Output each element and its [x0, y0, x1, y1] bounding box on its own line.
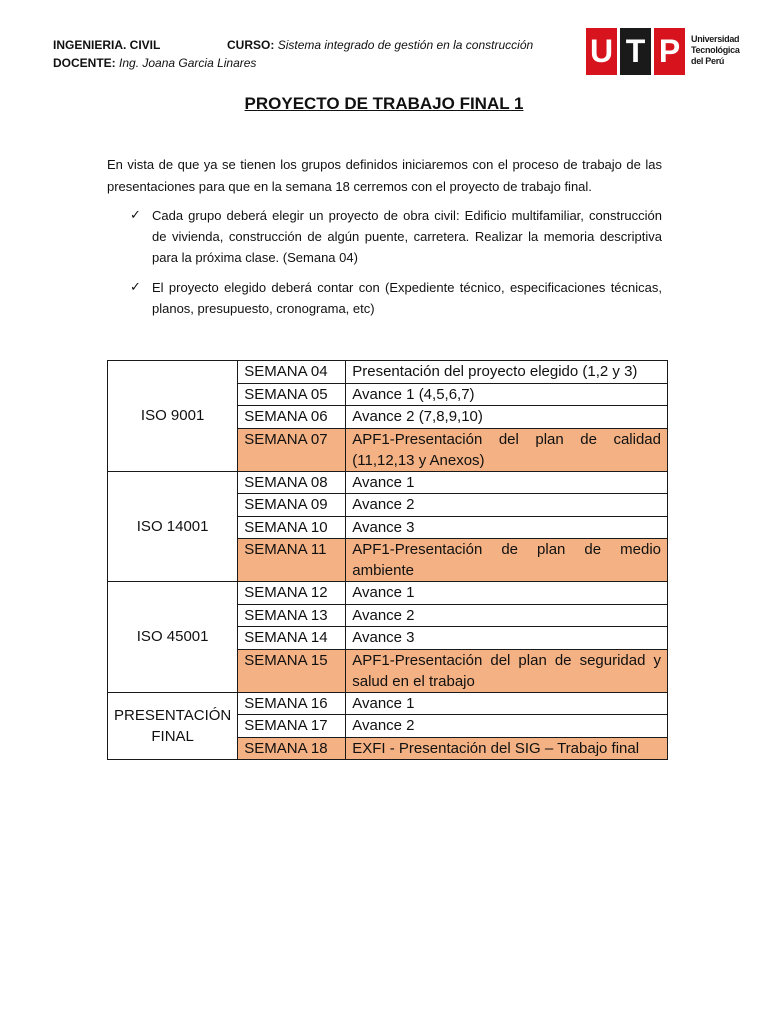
week-cell: SEMANA 04: [238, 361, 346, 384]
description-cell: APF1-Presentación de plan de medio ambiente: [346, 539, 668, 582]
course-value: Sistema integrado de gestión en la construcción: [277, 38, 534, 52]
header-teacher: [53, 56, 256, 71]
logo-letter-t: T: [620, 28, 651, 75]
table-row: [108, 692, 668, 715]
check-icon: ✓: [130, 208, 141, 223]
week-cell: SEMANA 15: [238, 649, 346, 692]
description-cell: EXFI - Presentación del SIG – Trabajo final: [346, 737, 668, 760]
week-cell: SEMANA 16: [238, 692, 346, 715]
check-icon: ✓: [130, 280, 141, 295]
description-cell: Avance 1: [346, 692, 668, 715]
description-cell: APF1-Presentación del plan de seguridad y salud en el trabajo: [346, 649, 668, 692]
table-row: [108, 471, 668, 494]
week-cell: SEMANA 13: [238, 604, 346, 627]
description-cell: Avance 1 (4,5,6,7): [346, 383, 668, 406]
description-cell: Avance 2 (7,8,9,10): [346, 406, 668, 429]
logo-letter-p: P: [654, 28, 685, 75]
intro-paragraph: En vista de que ya se tienen los grupos definidos iniciaremos con el proceso de trabajo de las presentaciones para que en la semana 18 cerremos con el proyecto de trabajo final.: [107, 157, 662, 194]
description-cell: Presentación del proyecto elegido (1,2 y 3): [346, 361, 668, 384]
week-cell: SEMANA 18: [238, 737, 346, 760]
description-cell: Avance 3: [346, 516, 668, 539]
group-label-iso-45001: ISO 45001: [108, 582, 238, 693]
bullet-text: Cada grupo deberá elegir un proyecto de obra civil: Edificio multifamiliar, construcción de vivienda, construcción de algún puente, carretera. Realizar la memoria descriptiva para la próxima clase. (Semana 04): [152, 208, 662, 265]
week-cell: SEMANA 14: [238, 627, 346, 650]
bullet-item: [130, 205, 662, 268]
week-cell: SEMANA 10: [238, 516, 346, 539]
description-cell: Avance 3: [346, 627, 668, 650]
logo-university-name: Universidad Tecnológica del Perú: [691, 34, 740, 66]
program-name: INGENIERIA. CIVIL: [53, 38, 161, 52]
description-cell: Avance 2: [346, 604, 668, 627]
week-cell: SEMANA 11: [238, 539, 346, 582]
week-cell: SEMANA 05: [238, 383, 346, 406]
header-course: [227, 38, 533, 53]
group-label-iso-14001: ISO 14001: [108, 471, 238, 582]
bullet-item: [130, 277, 662, 319]
utp-logo: [586, 28, 738, 76]
description-cell: Avance 2: [346, 715, 668, 738]
week-cell: SEMANA 07: [238, 428, 346, 471]
week-cell: SEMANA 09: [238, 494, 346, 517]
week-cell: SEMANA 06: [238, 406, 346, 429]
table-row: [108, 582, 668, 605]
document-title: [0, 94, 768, 114]
teacher-value: Ing. Joana Garcia Linares: [119, 56, 257, 70]
bullet-list: [130, 205, 662, 328]
logo-letter-u: U: [586, 28, 617, 75]
table-row: [108, 361, 668, 384]
header-program: [53, 38, 160, 53]
week-cell: SEMANA 08: [238, 471, 346, 494]
description-cell: Avance 2: [346, 494, 668, 517]
description-cell: Avance 1: [346, 471, 668, 494]
description-cell: Avance 1: [346, 582, 668, 605]
title-text: PROYECTO DE TRABAJO FINAL 1: [244, 94, 524, 113]
week-cell: SEMANA 17: [238, 715, 346, 738]
schedule-table: [107, 360, 668, 760]
bullet-text: El proyecto elegido deberá contar con (Expediente técnico, especificaciones técnicas, planos, presupuesto, cronograma, etc): [152, 280, 662, 316]
course-label: CURSO:: [227, 38, 275, 52]
teacher-label: DOCENTE:: [53, 56, 116, 70]
week-cell: SEMANA 12: [238, 582, 346, 605]
group-label-iso-9001: ISO 9001: [108, 361, 238, 472]
group-label-final-presentation: PRESENTACIÓN FINAL: [108, 692, 238, 760]
description-cell: APF1-Presentación del plan de calidad (11,12,13 y Anexos): [346, 428, 668, 471]
